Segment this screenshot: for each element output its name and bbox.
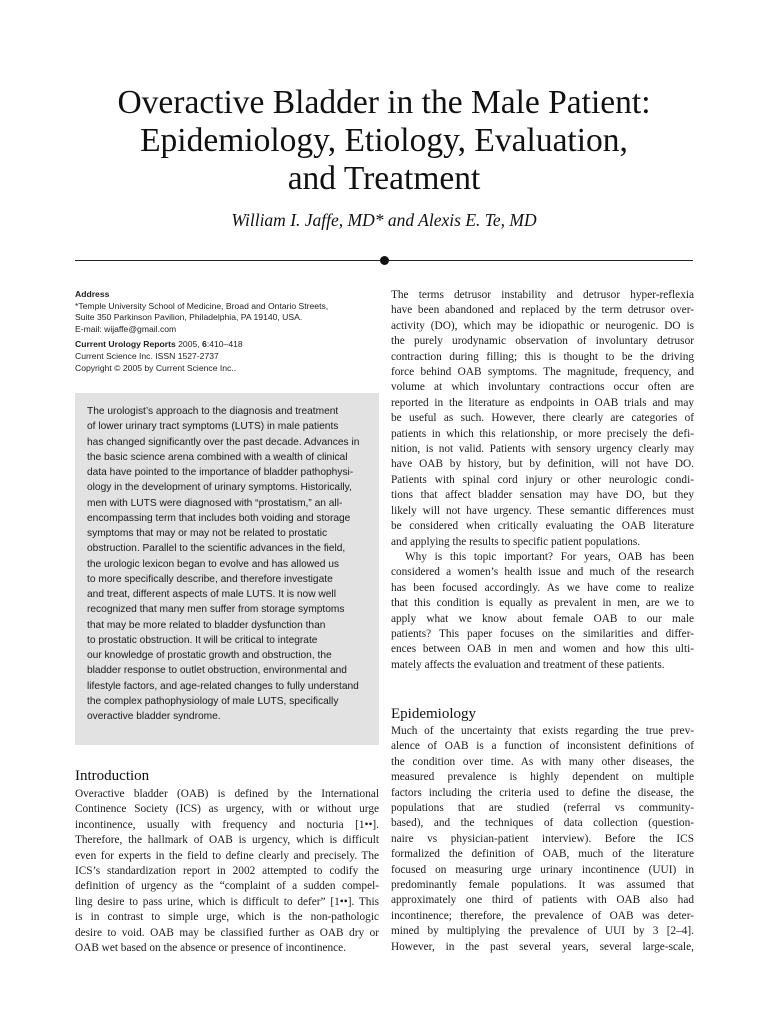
body-line: Much of the uncertainty that exists regarding the true prev- — [391, 725, 694, 737]
body-line: ling desire to pass urine, which is difficult to defer” [1••]. This — [75, 895, 379, 908]
body-line: force behind OAB symptoms. The magnitude, frequency, and — [391, 366, 694, 379]
abstract-box — [75, 393, 379, 745]
abstract-line: encompassing term that includes both voiding and storage — [87, 512, 351, 524]
body-line: naire vs physician-patient interview). Before the ICS — [391, 832, 694, 845]
body-line: desire to void. OAB may be classified further as OAB dry or — [75, 926, 379, 939]
body-line: ICS’s standardization report in 2002 attempted to codify the — [75, 865, 379, 878]
body-line: apply what we know about female OAB to our male — [391, 612, 694, 625]
divider-dot-icon — [380, 256, 389, 265]
body-line: considered a women’s health issue and much of the research — [391, 566, 694, 579]
body-line: have OAB by history, but by definition, will not have DO. — [391, 458, 694, 471]
abstract-line: bladder response to outlet obstruction, environmental and — [87, 665, 347, 677]
title-line: Overactive Bladder in the Male Patient: — [117, 84, 651, 121]
body-line: ences between OAB in men and women and how this ulti- — [391, 643, 694, 656]
title-line: and Treatment — [287, 160, 481, 197]
citation-line — [75, 339, 375, 351]
body-line: volume at which involuntary contractions occur often are — [391, 381, 694, 394]
abstract-line: our knowledge of prostatic growth and obstruction, the — [87, 650, 332, 661]
body-line: and applying the results to specific patient populations. — [391, 535, 641, 548]
abstract-text — [87, 404, 369, 724]
title-line: Epidemiology, Etiology, Evaluation, — [140, 122, 628, 159]
copyright-line: Copyright © 2005 by Current Science Inc.. — [75, 362, 237, 373]
body-line: tions that affect bladder sensation may have DO, but they — [391, 489, 694, 502]
abstract-line: to more specifically describe, and therefore investigate — [87, 573, 333, 585]
body-line: mately affects the evaluation and treatment of these patients. — [391, 658, 665, 671]
body-line: approximately one third of patients with OAB also had — [391, 894, 694, 907]
body-line: that this condition is equally as prevalent in men, are we to — [391, 597, 694, 610]
body-line: factors including the criteria used to define the disease, the — [391, 786, 694, 799]
body-line: reported in the literature as endpoints in OAB trials and may — [391, 396, 694, 409]
abstract-line: to prostatic obstruction. It will be critical to integrate — [87, 634, 318, 646]
body-line: Why is this topic important? For years, OAB has been — [405, 550, 694, 563]
abstract-line: has changed significantly over the past decade. Advances in — [87, 436, 360, 448]
body-line: However, in the past several years, several large-scale, — [391, 940, 694, 953]
abstract-line: obstruction. Parallel to the scientific advances in the field, — [87, 543, 346, 555]
section-heading-epidemiology: Epidemiology — [391, 706, 476, 722]
body-line: Therefore, the hallmark of OAB is urgency, which is difficult — [75, 834, 379, 847]
paper-title — [40, 84, 728, 198]
body-line: definition of urgency as the “complaint of a sudden compel- — [75, 880, 379, 893]
abstract-line: data have pointed to the importance of bladder pathophysi- — [87, 467, 354, 478]
body-line: has been focused accordingly. As we have come to realize — [391, 581, 694, 594]
body-line: The terms detrusor instability and detrusor hyper-reflexia — [391, 289, 694, 301]
body-line: is in contrast to simple urge, which is the non-pathologic — [75, 911, 379, 924]
body-line: have been abandoned and replaced by the term detrusor over- — [391, 304, 694, 317]
abstract-line: lifestyle factors, and age-related changes to fully understand — [87, 680, 359, 692]
abstract-line: The urologist’s approach to the diagnosis and treatment — [87, 406, 339, 417]
body-line: alence of OAB is a function of inconsistent definitions of — [391, 740, 694, 753]
right-column-text — [391, 288, 694, 673]
body-line: the condition over time. As with many other diseases, the — [391, 755, 694, 768]
introduction-text — [75, 787, 379, 956]
body-line: Continence Society (ICS) as urgency, with or without urge — [75, 803, 379, 816]
body-line: formalized the definition of OAB, much of the literature — [391, 848, 694, 861]
body-line: predominantly female populations. It was assumed that — [391, 879, 694, 892]
body-line: nition, is not valid. Patients with sensory urgency clearly may — [391, 443, 694, 456]
abstract-line: symptoms that may or may not be related to prostatic — [87, 528, 328, 539]
body-line: Overactive bladder (OAB) is defined by the International — [75, 788, 379, 800]
body-line: measured prevalence is highly dependent on multiple — [391, 771, 694, 784]
body-line: contraction during filling; this is thought to be the driving — [391, 350, 694, 363]
body-line: activity (DO), which may be idiopathic or neurogenic. DO is — [391, 319, 694, 332]
body-line: be considered when critically evaluating the OAB literature — [391, 520, 694, 533]
body-line: mined by multiplying the prevalence of UUI by 3 [2–4]. — [391, 925, 694, 938]
abstract-line: recognized that many men suffer from storage symptoms — [87, 604, 345, 616]
abstract-line: the urologic lexicon began to evolve and has allowed us — [87, 558, 340, 570]
citation-volume: 6 — [202, 339, 207, 350]
body-line: even for experts in the field to define clearly and precisely. The — [75, 849, 379, 862]
author-line: William I. Jaffe, MD* and Alexis E. Te, MD — [231, 210, 537, 230]
section-heading-introduction: Introduction — [75, 768, 150, 784]
citation-year: 2005, — [175, 339, 203, 350]
abstract-line: men with LUTS were diagnosed with “prostatism,” an all- — [87, 497, 343, 509]
body-line: OAB wet based on the absence or presence of incontinence. — [75, 942, 347, 955]
abstract-line: ology in the development of urinary symptoms. Historically, — [87, 482, 352, 494]
abstract-line: overactive bladder syndrome. — [87, 711, 221, 722]
body-line: the purely urodynamic observation of involuntary detrusor — [391, 335, 694, 348]
abstract-line: of lower urinary tract symptoms (LUTS) in male patients — [87, 421, 339, 433]
body-line: patients in which this relationship, or more precisely the defi- — [391, 427, 694, 440]
body-line: based), and the techniques of data collection (question- — [391, 817, 694, 830]
address-line: *Temple University School of Medicine, Broad and Ontario Streets, — [75, 300, 329, 311]
epidemiology-text — [391, 724, 694, 955]
address-line: Suite 350 Parkinson Pavilion, Philadelphia, PA 19140, USA. — [75, 312, 303, 323]
body-line: likely will not have urgency. These semantic differences must — [391, 504, 694, 517]
journal-name: Current Urology Reports — [75, 339, 176, 350]
citation-pages: :410–418 — [206, 339, 243, 350]
address-block — [75, 289, 375, 374]
abstract-line: the basic science arena combined with a wealth of clinical — [87, 451, 348, 463]
body-line: populations that are studied (referral vs community- — [391, 802, 694, 815]
abstract-line: and treat, different aspects of male LUTS. It is now well — [87, 589, 336, 600]
body-line: focused on measuring urge urinary incontinence (UUI) in — [391, 863, 694, 876]
body-line: incontinence, usually with frequency and nocturia [1••]. — [75, 818, 379, 831]
address-heading: Address — [75, 289, 110, 299]
body-line: incontinence; therefore, the prevalence of OAB was deter- — [391, 909, 694, 922]
body-line: patients? This paper focuses on the similarities and differ- — [391, 627, 694, 640]
abstract-line: the complex pathophysiology of male LUTS, specifically — [87, 695, 339, 707]
email-line: E-mail: wijaffe@gmail.com — [75, 323, 177, 334]
abstract-line: that may be more related to bladder dysfunction than — [87, 619, 326, 631]
body-line: Patients with spinal cord injury or other neurologic condi- — [391, 473, 694, 486]
body-line: be useful as such. However, there clearly are categories of — [391, 412, 694, 425]
publisher-line: Current Science Inc. ISSN 1527-2737 — [75, 350, 219, 361]
